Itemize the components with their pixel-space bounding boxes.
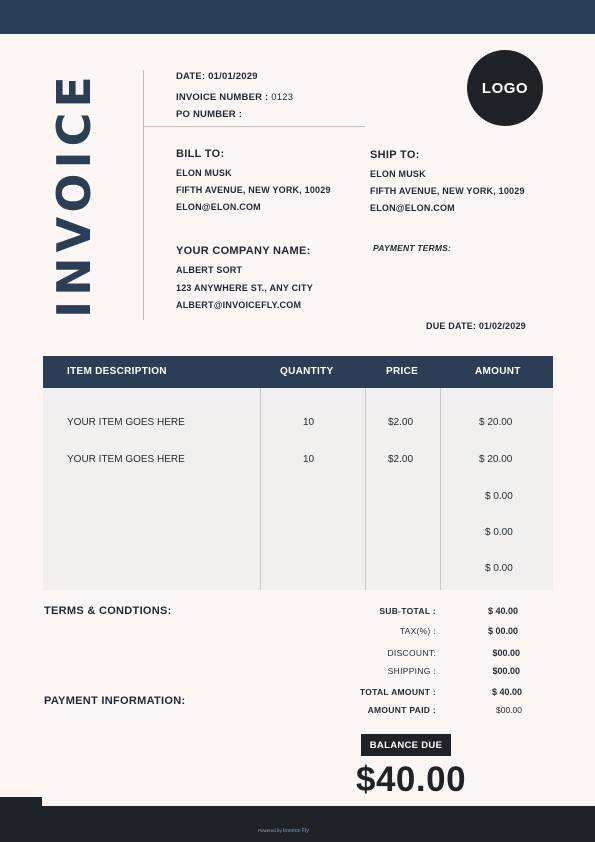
items-table-body bbox=[43, 388, 553, 590]
items-table-header bbox=[43, 356, 553, 388]
row-2-quantity: 10 bbox=[303, 454, 315, 465]
vertical-divider bbox=[143, 70, 144, 320]
total-amount-label: TOTAL AMOUNT : bbox=[359, 687, 436, 697]
row-1-price: $2.00 bbox=[388, 417, 414, 428]
header-divider bbox=[143, 126, 365, 127]
ship-to-name: ELON MUSK bbox=[370, 169, 426, 179]
row-5-amount: $ 0.00 bbox=[485, 563, 513, 574]
discount-value: $00.00 bbox=[492, 648, 520, 658]
ship-to-email: ELON@ELON.COM bbox=[370, 203, 455, 213]
subtotal-label: SUB-TOTAL : bbox=[379, 606, 436, 616]
company-address: 123 ANYWHERE ST., ANY CITY bbox=[176, 283, 313, 293]
col-header-price: PRICE bbox=[386, 366, 419, 377]
invoice-title: INVOICE bbox=[47, 71, 101, 318]
company-email: ALBERT@INVOICEFLY.COM bbox=[176, 300, 302, 310]
balance-due-amount: $40.00 bbox=[356, 760, 467, 799]
invoice-number-value: 0123 bbox=[271, 92, 294, 103]
row-3-amount: $ 0.00 bbox=[485, 491, 513, 502]
invoice-number bbox=[176, 92, 293, 103]
tax-value: $ 00.00 bbox=[487, 626, 518, 636]
bill-to-email: ELON@ELON.COM bbox=[176, 202, 261, 212]
ship-to-heading: SHIP TO: bbox=[370, 149, 420, 161]
col-header-quantity: QUANTITY bbox=[280, 366, 334, 377]
powered-by-prefix: Powered by bbox=[258, 828, 282, 833]
column-divider bbox=[260, 388, 261, 590]
payment-info-heading: PAYMENT INFORMATION: bbox=[44, 695, 186, 707]
tax-label: TAX(%) : bbox=[399, 626, 436, 636]
discount-label: DISCOUNT: bbox=[387, 648, 436, 658]
row-1-quantity: 10 bbox=[303, 417, 315, 428]
row-1-amount: $ 20.00 bbox=[479, 417, 513, 428]
terms-heading: TERMS & CONDTIONS: bbox=[44, 605, 172, 617]
due-date: DUE DATE: 01/02/2029 bbox=[426, 321, 526, 331]
column-divider bbox=[440, 388, 441, 590]
footer-banner bbox=[0, 806, 595, 842]
amount-paid-value: $00.00 bbox=[496, 705, 522, 715]
col-header-amount: AMOUNT bbox=[475, 366, 521, 377]
top-banner bbox=[0, 0, 595, 34]
row-2-description: YOUR ITEM GOES HERE bbox=[67, 454, 185, 465]
po-number: PO NUMBER : bbox=[176, 109, 243, 120]
row-2-amount: $ 20.00 bbox=[479, 454, 513, 465]
powered-by bbox=[258, 828, 309, 834]
powered-by-brand: Invoice Fly bbox=[283, 828, 309, 834]
payment-terms: PAYMENT TERMS: bbox=[373, 243, 452, 253]
row-2-price: $2.00 bbox=[388, 454, 414, 465]
company-logo: LOGO bbox=[467, 50, 543, 126]
shipping-value: $00.00 bbox=[492, 666, 520, 676]
row-1-description: YOUR ITEM GOES HERE bbox=[67, 417, 185, 428]
column-divider bbox=[365, 388, 366, 590]
invoice-date: DATE: 01/01/2029 bbox=[176, 71, 258, 82]
amount-paid-label: AMOUNT PAID : bbox=[367, 705, 436, 715]
shipping-label: SHIPPING : bbox=[387, 666, 436, 676]
total-amount-value: $ 40.00 bbox=[491, 687, 522, 697]
bill-to-name: ELON MUSK bbox=[176, 168, 232, 178]
company-heading: YOUR COMPANY NAME: bbox=[176, 245, 311, 257]
bill-to-heading: BILL TO: bbox=[176, 148, 225, 160]
invoice-number-label: INVOICE NUMBER : bbox=[176, 92, 269, 103]
ship-to-address: FIFTH AVENUE, NEW YORK, 10029 bbox=[370, 186, 525, 196]
bill-to-address: FIFTH AVENUE, NEW YORK, 10029 bbox=[176, 185, 331, 195]
company-contact-name: ALBERT SORT bbox=[176, 265, 243, 275]
balance-due-badge: BALANCE DUE bbox=[361, 734, 451, 756]
subtotal-value: $ 40.00 bbox=[487, 606, 518, 616]
col-header-description: ITEM DESCRIPTION bbox=[67, 366, 167, 377]
row-4-amount: $ 0.00 bbox=[485, 527, 513, 538]
